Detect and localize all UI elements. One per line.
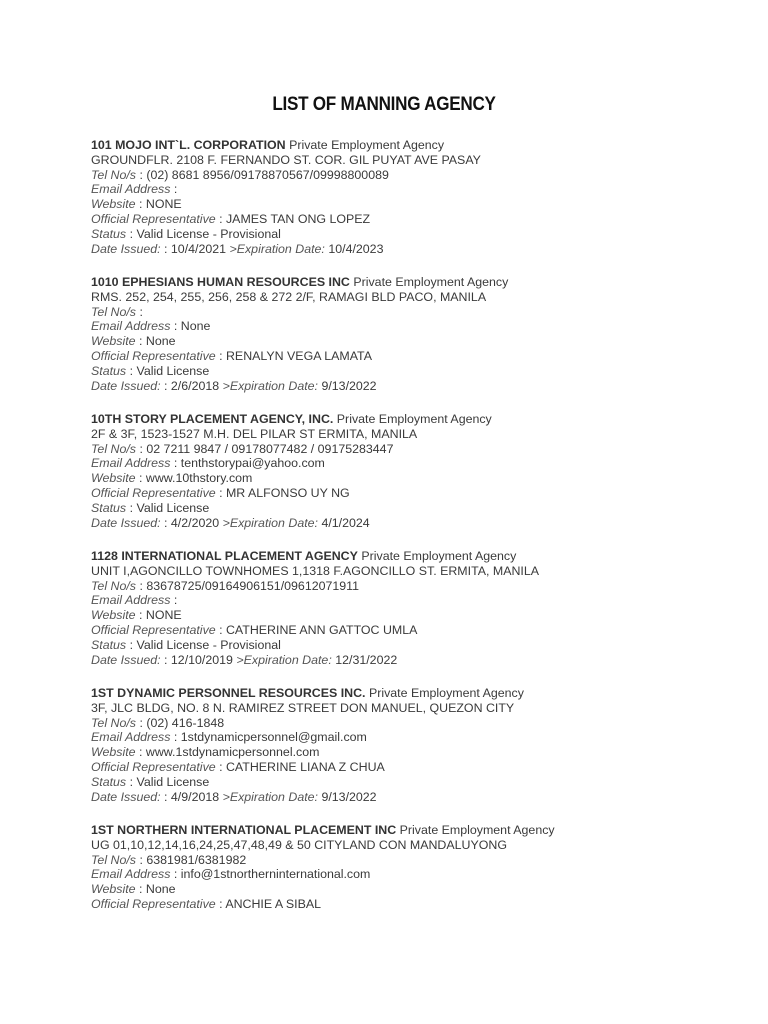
agency-type: Private Employment Agency: [353, 275, 509, 289]
expiration-label: >Expiration Date:: [222, 378, 318, 393]
agency-heading: [91, 686, 761, 701]
date-issued-label: Date Issued:: [91, 652, 161, 667]
agency-entry: [91, 549, 761, 686]
agency-type: Private Employment Agency: [361, 549, 517, 563]
website-field-label: Website: [91, 745, 136, 760]
agency-heading: [91, 549, 761, 564]
email-field: Email Address : tenthstorypai@yahoo.com: [91, 456, 325, 471]
agency-heading: [91, 823, 761, 838]
website-field: Website : www.10thstory.com: [91, 471, 253, 486]
representative-field-value: RENALYN VEGA LAMATA: [225, 348, 372, 363]
tel-field: Tel No/s : 83678725/09164906151/09612071911: [91, 578, 360, 593]
date-issued-value: 10/4/2021: [170, 241, 227, 256]
email-field: Email Address :: [91, 182, 178, 197]
website-field-value: None: [145, 334, 176, 349]
expiration-label: >Expiration Date:: [222, 789, 318, 804]
agency-name: 1128 INTERNATIONAL PLACEMENT AGENCY: [91, 549, 358, 563]
date-issued-label: Date Issued:: [91, 515, 161, 530]
agency-address: 3F, JLC BLDG, NO. 8 N. RAMIREZ STREET DON MANUEL, QUEZON CITY: [91, 700, 515, 715]
representative-field-label: Official Representative: [91, 211, 216, 226]
expiration-label: >Expiration Date:: [236, 652, 332, 667]
tel-field-value: 02 7211 9847 / 09178077482 / 09175283447: [146, 441, 394, 456]
status-field-label: Status: [91, 774, 127, 789]
tel-field: Tel No/s : 02 7211 9847 / 09178077482 / 09175283447: [91, 441, 394, 456]
representative-field-value: CATHERINE ANN GATTOC UMLA: [225, 622, 418, 637]
website-field-value: None: [145, 882, 176, 897]
expiration-value: 12/31/2022: [335, 652, 398, 667]
date-issued-value: 4/2/2020: [170, 515, 220, 530]
website-field-value: www.1stdynamicpersonnel.com: [145, 745, 320, 760]
agency-type: Private Employment Agency: [399, 823, 555, 837]
status-field: Status : Valid License - Provisional: [91, 637, 281, 652]
status-field-value: Valid License - Provisional: [136, 226, 281, 241]
representative-field-label: Official Representative: [91, 622, 216, 637]
tel-field-label: Tel No/s: [91, 304, 136, 319]
agency-name: 1ST DYNAMIC PERSONNEL RESOURCES INC.: [91, 686, 366, 700]
representative-field: Official Representative : MR ALFONSO UY NG: [91, 485, 350, 500]
representative-field-label: Official Representative: [91, 896, 216, 911]
dates-field: Date Issued: : 2/6/2018 >Expiration Date: 9/13/2022: [91, 378, 377, 393]
expiration-value: 9/13/2022: [321, 789, 377, 804]
email-field-value: tenthstorypai@yahoo.com: [180, 456, 325, 471]
date-issued-label: Date Issued:: [91, 789, 161, 804]
representative-field-value: ANCHIE A SIBAL: [225, 896, 322, 911]
tel-field-label: Tel No/s: [91, 167, 136, 182]
agency-name: 1010 EPHESIANS HUMAN RESOURCES INC: [91, 275, 350, 289]
agency-entry: [91, 412, 761, 549]
agency-name: 101 MOJO INT`L. CORPORATION: [91, 138, 286, 152]
tel-field-label: Tel No/s: [91, 852, 136, 867]
status-field-value: Valid License: [136, 774, 210, 789]
representative-field: Official Representative : CATHERINE ANN GATTOC UMLA: [91, 622, 418, 637]
website-field-label: Website: [91, 882, 136, 897]
tel-field: Tel No/s : (02) 416-1848: [91, 715, 225, 730]
status-field: Status : Valid License - Provisional: [91, 226, 281, 241]
website-field-value: NONE: [145, 608, 182, 623]
email-field-value: info@1stnortherninternational.com: [180, 867, 371, 882]
website-field: Website : NONE: [91, 197, 182, 212]
email-field-label: Email Address: [91, 319, 171, 334]
date-issued-value: 4/9/2018: [170, 789, 220, 804]
website-field: Website : None: [91, 334, 176, 349]
email-field-label: Email Address: [91, 730, 171, 745]
email-field-value: 1stdynamicpersonnel@gmail.com: [180, 730, 367, 745]
expiration-label: >Expiration Date:: [222, 515, 318, 530]
tel-field-value: (02) 8681 8956/09178870567/09998800089: [146, 167, 389, 182]
email-field-label: Email Address: [91, 456, 171, 471]
agency-entry: [91, 138, 761, 275]
expiration-value: 10/4/2023: [328, 241, 384, 256]
email-field-label: Email Address: [91, 182, 171, 197]
tel-field-value: 6381981/6381982: [146, 852, 247, 867]
status-field: Status : Valid License: [91, 363, 210, 378]
tel-field-label: Tel No/s: [91, 441, 136, 456]
expiration-value: 9/13/2022: [321, 378, 377, 393]
date-issued-label: Date Issued:: [91, 241, 161, 256]
representative-field: Official Representative : ANCHIE A SIBAL: [91, 896, 322, 911]
agency-address: GROUNDFLR. 2108 F. FERNANDO ST. COR. GIL PUYAT AVE PASAY: [91, 152, 481, 167]
representative-field-value: JAMES TAN ONG LOPEZ: [225, 211, 371, 226]
representative-field-value: MR ALFONSO UY NG: [225, 485, 350, 500]
tel-field-value: (02) 416-1848: [146, 715, 225, 730]
tel-field: Tel No/s : (02) 8681 8956/09178870567/09998800089: [91, 167, 389, 182]
representative-field: Official Representative : CATHERINE LIANA Z CHUA: [91, 759, 385, 774]
status-field-value: Valid License: [136, 363, 210, 378]
website-field-value: www.10thstory.com: [145, 471, 253, 486]
agency-heading: [91, 138, 761, 153]
tel-field: Tel No/s :: [91, 304, 143, 319]
status-field-label: Status: [91, 226, 127, 241]
email-field: Email Address : info@1stnortherninternational.com: [91, 867, 371, 882]
status-field-label: Status: [91, 363, 127, 378]
representative-field-value: CATHERINE LIANA Z CHUA: [225, 759, 385, 774]
agency-entry: [91, 823, 761, 960]
page-title: LIST OF MANNING AGENCY: [272, 94, 496, 115]
email-field: Email Address : None: [91, 319, 211, 334]
agency-list: [91, 138, 761, 960]
website-field: Website : None: [91, 882, 176, 897]
dates-field: Date Issued: : 12/10/2019 >Expiration Date: 12/31/2022: [91, 652, 398, 667]
representative-field: Official Representative : RENALYN VEGA LAMATA: [91, 348, 372, 363]
email-field: Email Address :: [91, 593, 178, 608]
tel-field-label: Tel No/s: [91, 578, 136, 593]
status-field-label: Status: [91, 637, 127, 652]
date-issued-value: 12/10/2019: [170, 652, 233, 667]
date-issued-value: 2/6/2018: [170, 378, 220, 393]
tel-field: Tel No/s : 6381981/6381982: [91, 852, 247, 867]
date-issued-label: Date Issued:: [91, 378, 161, 393]
representative-field-label: Official Representative: [91, 485, 216, 500]
agency-entry: [91, 686, 761, 823]
agency-heading: [91, 275, 761, 290]
dates-field: Date Issued: : 4/2/2020 >Expiration Date: 4/1/2024: [91, 515, 370, 530]
website-field-label: Website: [91, 197, 136, 212]
representative-field-label: Official Representative: [91, 348, 216, 363]
status-field-label: Status: [91, 500, 127, 515]
expiration-value: 4/1/2024: [321, 515, 370, 530]
email-field-label: Email Address: [91, 593, 171, 608]
agency-type: Private Employment Agency: [368, 686, 524, 700]
agency-entry: [91, 275, 761, 412]
email-field: Email Address : 1stdynamicpersonnel@gmail.com: [91, 730, 367, 745]
agency-type: Private Employment Agency: [336, 412, 492, 426]
agency-address: RMS. 252, 254, 255, 256, 258 & 272 2/F, RAMAGI BLD PACO, MANILA: [91, 289, 487, 304]
website-field-label: Website: [91, 334, 136, 349]
website-field-value: NONE: [145, 197, 182, 212]
expiration-label: >Expiration Date:: [229, 241, 325, 256]
status-field: Status : Valid License: [91, 500, 210, 515]
agency-address: UNIT I,AGONCILLO TOWNHOMES 1,1318 F.AGONCILLO ST. ERMITA, MANILA: [91, 563, 540, 578]
status-field: Status : Valid License: [91, 774, 210, 789]
website-field-label: Website: [91, 608, 136, 623]
dates-field: Date Issued: : 4/9/2018 >Expiration Date: 9/13/2022: [91, 789, 377, 804]
status-field-value: Valid License - Provisional: [136, 637, 281, 652]
website-field: Website : www.1stdynamicpersonnel.com: [91, 745, 320, 760]
agency-address: UG 01,10,12,14,16,24,25,47,48,49 & 50 CITYLAND CON MANDALUYONG: [91, 837, 507, 852]
representative-field-label: Official Representative: [91, 759, 216, 774]
agency-name: 10TH STORY PLACEMENT AGENCY, INC.: [91, 412, 334, 426]
agency-type: Private Employment Agency: [289, 138, 445, 152]
email-field-value: None: [180, 319, 211, 334]
tel-field-value: 83678725/09164906151/09612071911: [146, 578, 360, 593]
website-field-label: Website: [91, 471, 136, 486]
representative-field: Official Representative : JAMES TAN ONG LOPEZ: [91, 211, 371, 226]
agency-heading: [91, 412, 761, 427]
tel-field-label: Tel No/s: [91, 715, 136, 730]
agency-address: 2F & 3F, 1523-1527 M.H. DEL PILAR ST ERMITA, MANILA: [91, 426, 418, 441]
status-field-value: Valid License: [136, 500, 210, 515]
dates-field: Date Issued: : 10/4/2021 >Expiration Date: 10/4/2023: [91, 241, 384, 256]
website-field: Website : NONE: [91, 608, 182, 623]
agency-name: 1ST NORTHERN INTERNATIONAL PLACEMENT INC: [91, 823, 397, 837]
email-field-label: Email Address: [91, 867, 171, 882]
